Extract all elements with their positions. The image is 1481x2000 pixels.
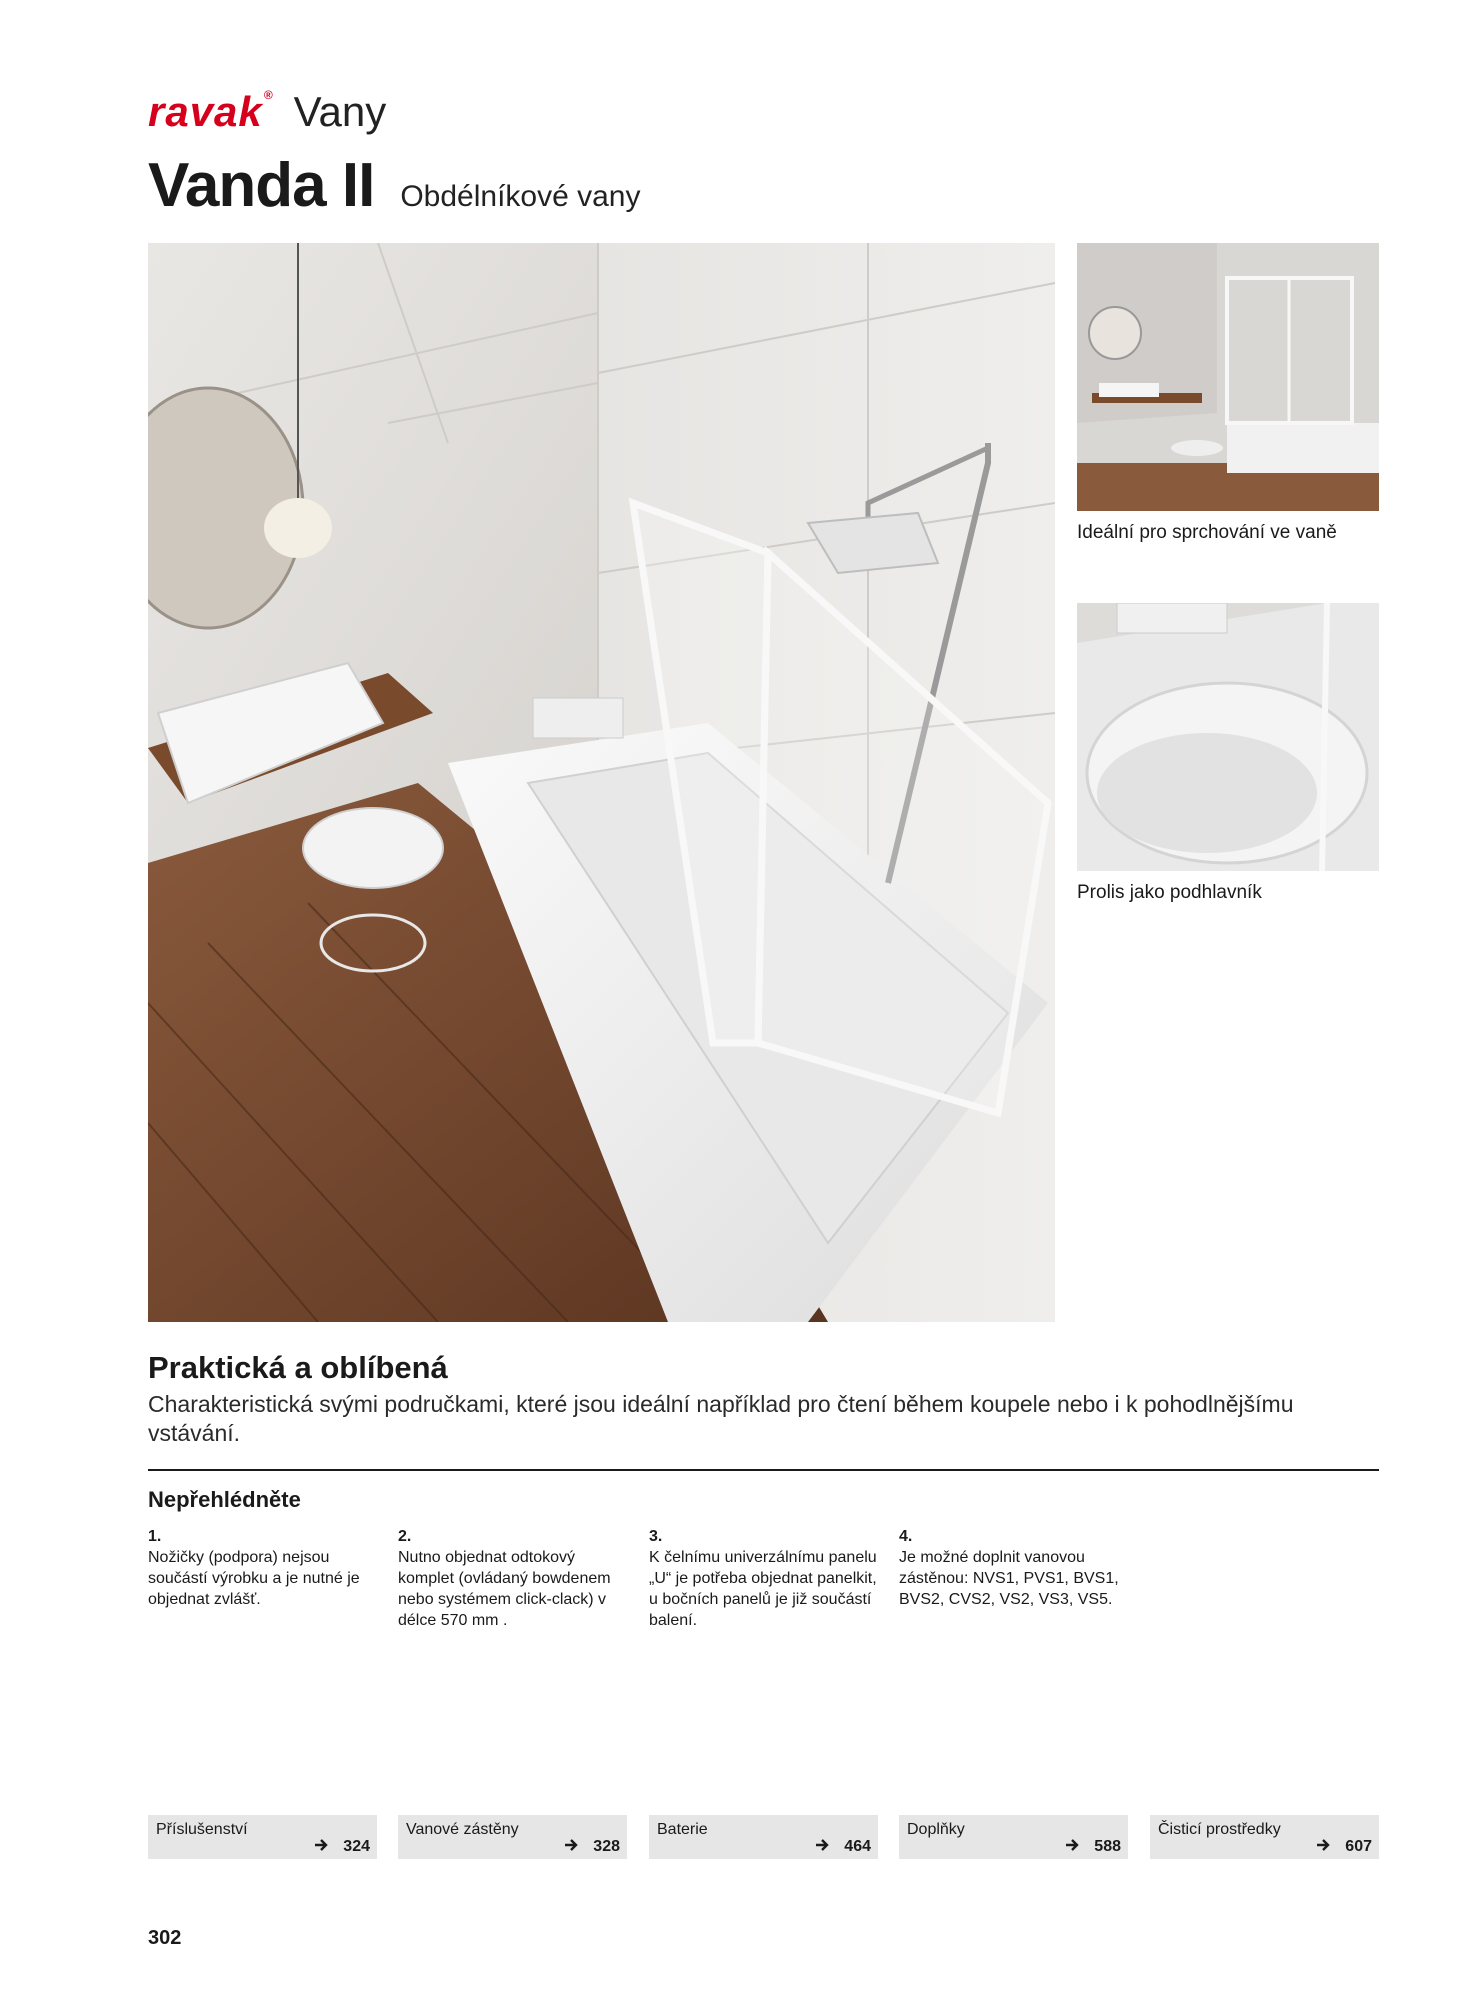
note-number: 3. bbox=[649, 1528, 663, 1545]
logo-registered-mark: ® bbox=[263, 88, 274, 102]
note-text: Je možné doplnit vanovou zástěnou: NVS1, PVS1, BVS1, BVS2, CVS2, VS2, VS3, VS5. bbox=[899, 1549, 1119, 1608]
arrow-right-icon bbox=[565, 1838, 579, 1856]
link-page-ref bbox=[1317, 1838, 1372, 1856]
headrest-photo-icon bbox=[1077, 603, 1379, 871]
link-label: Doplňky bbox=[907, 1821, 965, 1838]
link-page-number: 588 bbox=[1094, 1838, 1121, 1855]
link-supplements[interactable] bbox=[899, 1815, 1128, 1859]
note-number: 4. bbox=[899, 1528, 913, 1545]
logo-text: ravak bbox=[148, 88, 263, 135]
link-label: Čisticí prostředky bbox=[1158, 1821, 1281, 1838]
link-bath-screens[interactable] bbox=[398, 1815, 627, 1859]
link-label: Vanové zástěny bbox=[406, 1821, 519, 1838]
note-item bbox=[148, 1526, 376, 1610]
note-text: Nožičky (podpora) nejsou součástí výrobku a je nutné je objednat zvlášť. bbox=[148, 1549, 360, 1608]
link-page-ref bbox=[565, 1838, 620, 1856]
note-item bbox=[899, 1526, 1127, 1610]
thumbnail-headrest-image bbox=[1077, 603, 1379, 871]
product-subtitle: Obdélníkové vany bbox=[400, 180, 641, 213]
brand-header bbox=[148, 82, 386, 142]
link-page-ref bbox=[816, 1838, 871, 1856]
link-cleaning-products[interactable] bbox=[1150, 1815, 1379, 1859]
thumbnail-headrest-caption: Prolis jako podhlavník bbox=[1077, 882, 1262, 903]
note-number: 2. bbox=[398, 1528, 412, 1545]
note-text: Nutno objednat odtokový komplet (ovládaný bowdenem nebo systémem click-clack) v délce 570 mm . bbox=[398, 1549, 611, 1629]
product-title-row bbox=[148, 150, 640, 221]
link-page-number: 328 bbox=[593, 1838, 620, 1855]
main-bathroom-image bbox=[148, 243, 1055, 1322]
bathroom-photo-icon bbox=[148, 243, 1055, 1322]
page-number: 302 bbox=[148, 1927, 182, 1949]
link-accessories[interactable] bbox=[148, 1815, 377, 1859]
arrow-right-icon bbox=[816, 1838, 830, 1856]
note-item bbox=[398, 1526, 626, 1631]
link-page-number: 607 bbox=[1345, 1838, 1372, 1855]
notice-heading: Nepřehlédněte bbox=[148, 1487, 301, 1512]
section-divider bbox=[148, 1469, 1379, 1471]
note-text: K čelnímu univerzálnímu panelu „U“ je potřeba objednat panelkit, u bočních panelů je již součástí balení. bbox=[649, 1549, 877, 1629]
link-page-ref bbox=[315, 1838, 370, 1856]
link-page-number: 324 bbox=[343, 1838, 370, 1855]
thumbnail-shower-caption: Ideální pro sprchování ve vaně bbox=[1077, 522, 1337, 543]
note-number: 1. bbox=[148, 1528, 162, 1545]
arrow-right-icon bbox=[315, 1838, 329, 1856]
shower-photo-icon bbox=[1077, 243, 1379, 511]
link-label: Baterie bbox=[657, 1821, 708, 1838]
arrow-right-icon bbox=[1317, 1838, 1331, 1856]
link-label: Příslušenství bbox=[156, 1821, 248, 1838]
link-page-ref bbox=[1066, 1838, 1121, 1856]
note-item bbox=[649, 1526, 877, 1631]
ravak-logo bbox=[148, 88, 274, 136]
link-faucets[interactable] bbox=[649, 1815, 878, 1859]
link-page-number: 464 bbox=[844, 1838, 871, 1855]
section-title: Praktická a oblíbená bbox=[148, 1350, 448, 1385]
thumbnail-shower-image bbox=[1077, 243, 1379, 511]
section-description: Charakteristická svými područkami, které jsou ideální například pro čtení během koupele nebo i k pohodlnějšímu vstávání. bbox=[148, 1391, 1294, 1446]
category-title: Vany bbox=[293, 88, 387, 135]
product-title: Vanda II bbox=[148, 151, 375, 220]
arrow-right-icon bbox=[1066, 1838, 1080, 1856]
